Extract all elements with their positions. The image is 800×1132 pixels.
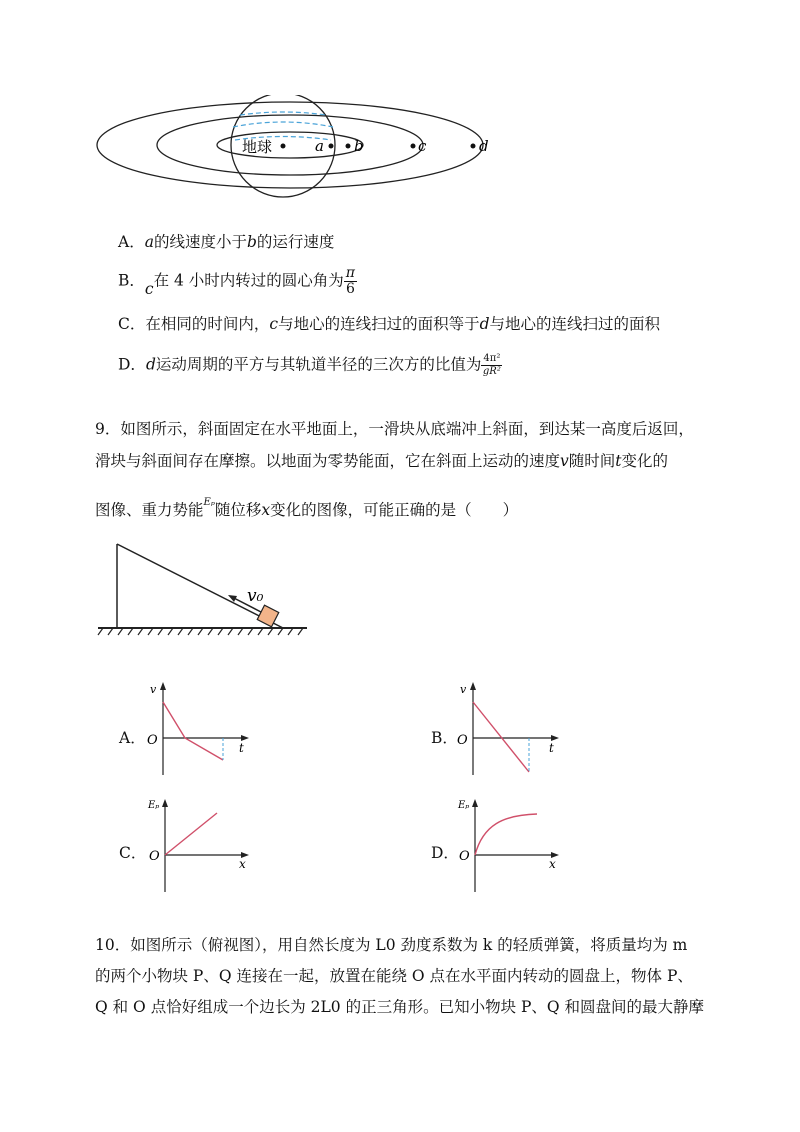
earth-label: 地球 [242, 138, 273, 156]
v0-label: v₀ [247, 586, 264, 606]
label-c: c [418, 137, 427, 155]
q8-option-b: B．c在 4 小时内转过的圆心角为 $\frac{\pi}{6}$ [118, 265, 355, 298]
graph-a-y-label: v [150, 683, 157, 696]
q9-line-2: 滑块与斜面间存在摩擦。以地面为零势能面，它在斜面上运动的速度v随时间t变化的 [95, 452, 669, 470]
graph-b-y-arrow [470, 682, 476, 690]
graph-c-x-label: x [239, 857, 246, 871]
orbit-b [217, 132, 363, 158]
graph-c-y-label: Eₚ [148, 800, 160, 811]
graph-a [145, 680, 255, 780]
q9-line-1: 9．如图所示，斜面固定在水平地面上，一滑块从底端冲上斜面，到达某一高度后返回， [95, 420, 694, 438]
graph-d-origin: O [459, 849, 470, 864]
graph-d-y-arrow [472, 799, 478, 807]
label-a: a [315, 137, 324, 155]
label-d: d [479, 137, 489, 155]
graph-b-origin: O [457, 733, 468, 748]
q10-line-3: Q 和 O 点恰好组成一个边长为 2L0 的正三角形。已知小物块 P、Q 和圆盘间的最大静摩 [95, 998, 705, 1016]
q10-line-2: 的两个小物块 P、Q 连接在一起，放置在能绕 O 点在水平面内转动的圆盘上，物体 P、 [95, 967, 693, 985]
graph-a-letter: A． [119, 729, 146, 747]
earth-latitude-2 [233, 122, 333, 127]
fraction-pi-over-6: $\frac{\pi}{6}$ [345, 265, 355, 297]
q8-option-d: D．d运动周期的平方与其轨道半径的三次方的比值为 $\frac{\text{4π²}}{\text{gR²}}$ [118, 353, 501, 377]
graph-a-x-label: t [239, 741, 244, 755]
graph-c [145, 795, 255, 895]
q8-option-c: C．在相同的时间内，c与地心的连线扫过的面积等于d与地心的连线扫过的面积 [118, 315, 661, 333]
graph-b [455, 680, 565, 780]
graph-c-origin: O [149, 849, 160, 864]
q8-option-a: A．a的线速度小于b的运行速度 [118, 233, 335, 251]
graph-d-x-label: x [549, 857, 556, 871]
q9-line-3: 图像、重力势能$^{E_p}$随位移x变化的图像，可能正确的是（ ） [95, 497, 519, 519]
ground-hatching [98, 628, 303, 635]
graph-d-letter: D． [431, 844, 459, 862]
graph-d-curve [475, 814, 537, 855]
graph-c-letter: C． [119, 844, 147, 862]
earth-center-dot [281, 144, 286, 149]
point-a-dot [329, 144, 334, 149]
point-d-dot [471, 144, 476, 149]
fraction-4pi2-over-gR2: $\frac{\text{4π²}}{\text{gR²}}$ [482, 353, 501, 377]
graph-c-curve [165, 813, 217, 855]
graph-b-x-label: t [549, 741, 554, 755]
graph-a-origin: O [147, 733, 158, 748]
label-b: b [354, 137, 364, 155]
graph-b-curve [473, 702, 529, 772]
graph-a-curve [163, 702, 223, 760]
graph-d [455, 795, 565, 895]
q10-line-1: 10．如图所示（俯视图），用自然长度为 L0 劲度系数为 k 的轻质弹簧，将质量均为 m [95, 936, 688, 954]
graph-b-letter: B． [431, 729, 458, 747]
point-c-dot [411, 144, 416, 149]
incline-diagram [95, 538, 310, 638]
graph-a-y-arrow [160, 682, 166, 690]
graph-d-y-label: Eₚ [458, 800, 470, 811]
point-b-dot [346, 144, 351, 149]
orbit-c [157, 115, 423, 175]
graph-b-y-label: v [460, 683, 467, 696]
orbit-diagram [90, 95, 530, 200]
graph-c-y-arrow [162, 799, 168, 807]
